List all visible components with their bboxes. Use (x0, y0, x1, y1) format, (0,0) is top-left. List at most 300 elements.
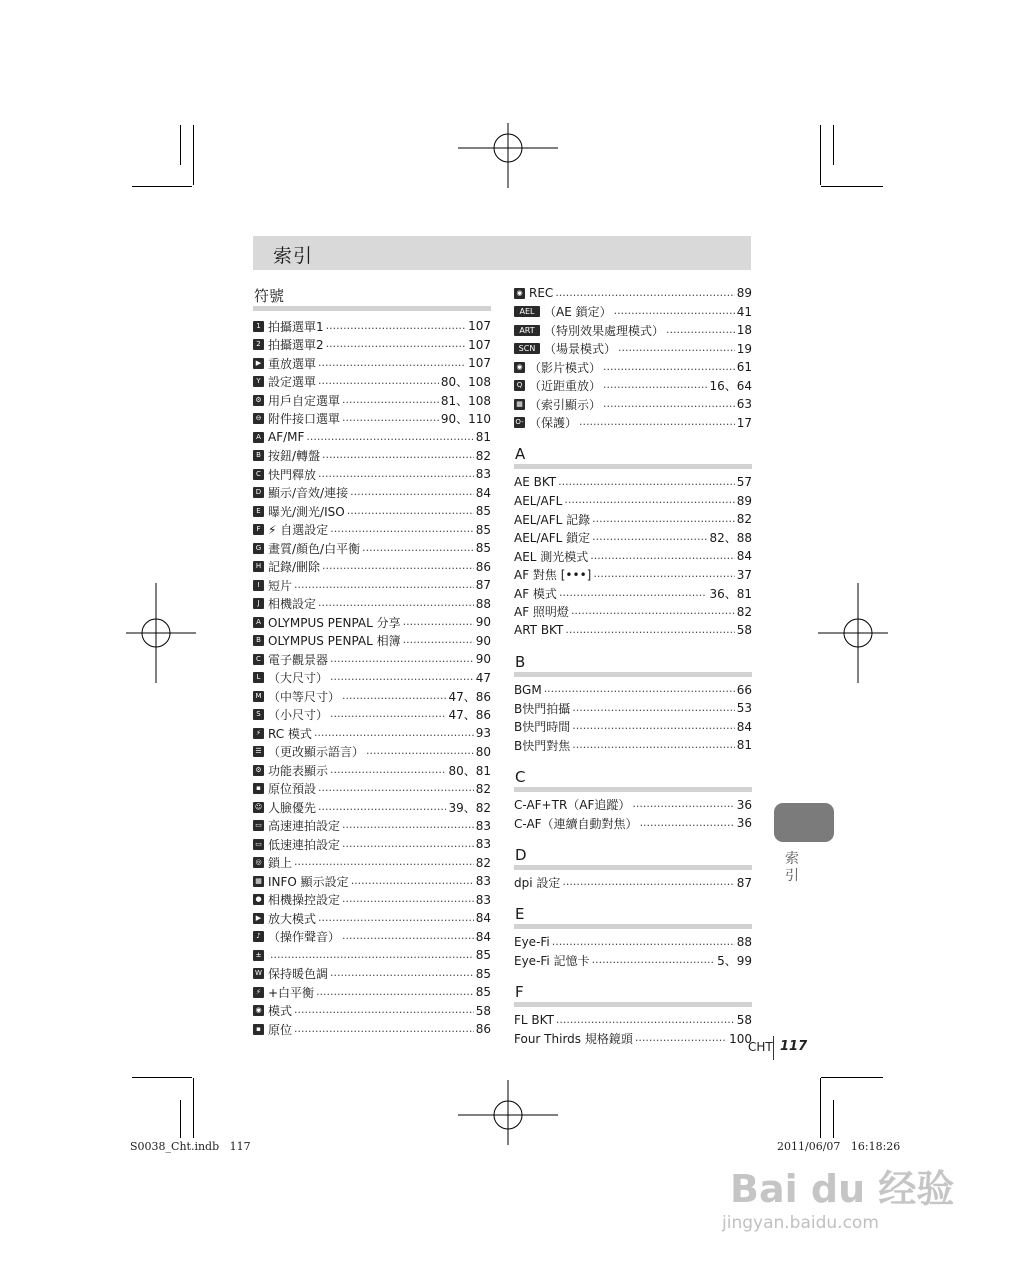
section-title: A (515, 445, 526, 463)
entry-label: dpi 設定 (514, 876, 561, 891)
entry-label: 設定選單 (268, 375, 317, 390)
entry-page: 57 (736, 475, 752, 490)
entry-page: 19 (736, 341, 752, 356)
registration-mark-bottom (458, 1065, 558, 1165)
movie-mode-icon: ◉ (514, 362, 525, 373)
dot-leader (270, 948, 474, 961)
entry-page: 82、88 (709, 531, 752, 546)
dot-leader (632, 797, 734, 810)
dot-leader (316, 985, 474, 998)
entry-label: 重放選單 (268, 356, 317, 371)
dot-leader (565, 623, 734, 636)
index-entry (253, 817, 491, 836)
index-entry (514, 603, 752, 622)
entry-page: 61 (736, 360, 752, 375)
setup-menu-icon: Y (253, 376, 264, 387)
entry-page: 17 (736, 415, 752, 430)
index-entry (514, 1011, 752, 1030)
dot-leader (555, 286, 734, 299)
dot-leader (318, 467, 474, 480)
section-header (514, 650, 752, 677)
function-display-icon: ⚙ (253, 765, 264, 776)
dot-leader (350, 485, 474, 498)
index-entry (253, 706, 491, 725)
dot-leader (579, 415, 735, 428)
crop-mark (180, 125, 181, 165)
entry-page: 85 (475, 985, 491, 1000)
entry-label: 記錄/刪除 (268, 560, 321, 575)
crop-mark (833, 1100, 834, 1138)
dot-leader (322, 448, 474, 461)
entry-label: AEL/AFL 記錄 (514, 512, 591, 527)
dot-leader (572, 719, 734, 732)
entry-page: 90 (475, 633, 491, 648)
index-entry (514, 547, 752, 566)
index-column-left (253, 284, 491, 1039)
entry-page: 58 (475, 1003, 491, 1018)
dot-leader (330, 522, 473, 535)
entry-label: AEL/AFL 鎖定 (514, 531, 591, 546)
index-entry (253, 891, 491, 910)
entry-page: 82 (475, 781, 491, 796)
entry-label: 模式 (268, 1004, 293, 1019)
index-entry (253, 539, 491, 558)
index-entry (253, 576, 491, 595)
entry-label: 鎖上 (268, 856, 293, 871)
entry-label: 附件接口選單 (268, 412, 341, 427)
dot-leader (640, 816, 735, 829)
entry-label: （特別效果處理模式） (544, 323, 665, 338)
watermark-url: jingyan.baidu.com (722, 1213, 879, 1233)
scn-icon: SCN (514, 343, 540, 354)
ael-icon: AEL (514, 306, 540, 317)
index-entry (514, 284, 752, 303)
index-entry (514, 699, 752, 718)
entry-page: 107 (468, 319, 491, 334)
dot-leader (666, 323, 735, 336)
entry-label: （小尺寸） (268, 708, 329, 723)
entry-label: OLYMPUS PENPAL 相簿 (268, 634, 401, 649)
dot-leader (618, 341, 735, 354)
entry-page: 85 (475, 948, 491, 963)
print-slug-left: S0038_Cht.indb 117 (130, 1140, 251, 1153)
index-entry (253, 1020, 491, 1039)
index-entry (514, 681, 752, 700)
section-title: 符號 (254, 287, 285, 305)
custom-c-icon: C (253, 469, 264, 480)
entry-page: 86 (475, 1022, 491, 1037)
af-target-icon: ▪ (253, 783, 264, 794)
dot-leader (603, 378, 707, 391)
index-entry (514, 952, 752, 971)
magnify-mode-icon: ▶ (253, 913, 264, 924)
entry-label: AE BKT (514, 475, 557, 490)
index-entry (253, 484, 491, 503)
entry-label: 功能表顯示 (268, 763, 329, 778)
index-entry (253, 521, 491, 540)
index-entry (253, 909, 491, 928)
dot-leader (592, 953, 716, 966)
dot-leader (614, 304, 735, 317)
side-tab-label: 索引 (785, 851, 799, 884)
accessory-b-icon: B (253, 635, 264, 646)
index-entry (253, 632, 491, 651)
entry-label: B快門拍攝 (514, 701, 571, 716)
entry-label: AF/MF (268, 430, 305, 445)
entry-label: 畫質/顏色/白平衡 (268, 541, 361, 556)
section-title: C (515, 767, 526, 786)
entry-label: 保持暖色調 (268, 967, 329, 982)
entry-page: 82 (736, 512, 752, 527)
section-header (514, 902, 752, 929)
index-entry (253, 354, 491, 373)
entry-page: 84 (736, 719, 752, 734)
entry-page: 93 (475, 726, 491, 741)
dot-leader (571, 604, 735, 617)
playback-menu-icon: ▶ (253, 358, 264, 369)
entry-page: 36、81 (709, 586, 752, 601)
index-entry (514, 492, 752, 511)
crop-mark (821, 186, 883, 187)
art-icon: ART (514, 325, 540, 336)
section-header (514, 980, 752, 1007)
crop-mark (132, 1077, 192, 1078)
entry-page: 83 (475, 892, 491, 907)
index-entry (253, 447, 491, 466)
entry-page: 82 (475, 855, 491, 870)
rec-icon: ◉ (514, 288, 525, 299)
entry-label: 曝光/測光/ISO (268, 504, 345, 519)
crop-mark (180, 1100, 181, 1138)
entry-page: 80、108 (440, 375, 491, 390)
entry-label: 用戶自定選單 (268, 393, 341, 408)
index-icon: ▦ (514, 399, 525, 410)
dot-leader (347, 504, 474, 517)
entry-label: 人臉優先 (268, 800, 317, 815)
protect-icon: O- (515, 418, 524, 427)
page-title: 索引 (273, 245, 314, 267)
dot-leader (330, 670, 474, 683)
crop-mark (820, 1078, 821, 1138)
dot-leader (603, 397, 735, 410)
dot-leader (342, 892, 474, 905)
entry-page: 83 (475, 874, 491, 889)
dot-leader (351, 874, 474, 887)
index-entry (253, 1002, 491, 1021)
index-entry (253, 724, 491, 743)
crop-mark (193, 1078, 194, 1138)
dot-leader (403, 633, 474, 646)
dot-leader (635, 1031, 727, 1044)
registration-mark-right (808, 583, 908, 683)
entry-page: 63 (736, 397, 752, 412)
dot-leader (342, 411, 439, 424)
entry-page: 100 (729, 1031, 752, 1046)
entry-page: 39、82 (448, 800, 491, 815)
index-entry (253, 613, 491, 632)
entry-page: 90 (475, 615, 491, 630)
index-entry (253, 965, 491, 984)
entry-page: 84 (475, 485, 491, 500)
index-entry (253, 835, 491, 854)
entry-label: 高速連拍設定 (268, 819, 341, 834)
entry-page: 16、64 (709, 379, 752, 394)
face-priority-icon: ☺ (254, 802, 263, 811)
dot-leader (342, 837, 474, 850)
dot-leader (558, 475, 735, 488)
entry-page: 58 (736, 1013, 752, 1028)
dot-leader (562, 875, 734, 888)
custom-b-icon: B (253, 450, 264, 461)
custom-a-icon: A (253, 432, 264, 443)
entry-label: C-AF（連續自動對焦） (514, 816, 638, 831)
dot-leader (592, 512, 735, 525)
entry-page: 47、86 (448, 708, 491, 723)
dot-leader (314, 726, 474, 739)
custom-j-icon: J (253, 598, 264, 609)
entry-label: 電子觀景器 (268, 652, 329, 667)
index-entry (253, 336, 491, 355)
entry-page: 89 (736, 286, 752, 301)
entry-page: 82 (475, 448, 491, 463)
watermark-logo: Bai du 经验 (730, 1167, 955, 1211)
registration-mark-left (106, 583, 206, 683)
dot-leader (330, 966, 474, 979)
entry-label: +白平衡 (268, 985, 315, 1000)
page-number: 117 (780, 1039, 808, 1054)
custom-e-icon: E (253, 506, 264, 517)
index-entry (253, 761, 491, 780)
dot-leader (544, 682, 735, 695)
entry-page: 89 (736, 493, 752, 508)
entry-page: 85 (475, 504, 491, 519)
crop-mark (820, 125, 821, 185)
language-icon: ☰ (253, 746, 264, 757)
index-entry (514, 814, 752, 833)
dot-leader (556, 1013, 735, 1026)
dot-leader (318, 596, 474, 609)
entry-page: 107 (468, 356, 491, 371)
custom-h-icon: H (253, 561, 264, 572)
index-entry (253, 872, 491, 891)
dot-leader (294, 855, 474, 868)
index-entry (253, 780, 491, 799)
section-header (514, 843, 752, 870)
entry-page: 81 (736, 738, 752, 753)
entry-label: 原位 (268, 1022, 293, 1037)
entry-label: FL BKT (514, 1013, 554, 1028)
index-entry (514, 566, 752, 585)
entry-label: （大尺寸） (268, 671, 329, 686)
entry-label: 相機設定 (268, 597, 317, 612)
dot-leader (362, 541, 474, 554)
index-entry (514, 1030, 752, 1049)
size-medium-icon: M (253, 691, 264, 702)
index-entry (253, 983, 491, 1002)
exposure-comp-icon: ± (253, 950, 264, 961)
section-title: B (515, 652, 526, 671)
index-entry (253, 650, 491, 669)
entry-page: 86 (475, 559, 491, 574)
entry-label: 短片 (268, 578, 293, 593)
sequential-high-icon: ▭ (253, 820, 264, 831)
dot-leader (326, 319, 466, 332)
registration-mark-top (458, 98, 558, 198)
crop-mark (193, 125, 194, 185)
index-entry (514, 510, 752, 529)
print-slug-right: 2011/06/07 16:18:26 (777, 1140, 901, 1153)
entry-page: 85 (475, 966, 491, 981)
entry-label: RC 模式 (268, 726, 312, 741)
entry-label: AF 照明燈 (514, 605, 569, 620)
entry-page: 87 (475, 578, 491, 593)
dot-leader (552, 935, 735, 948)
entry-label: BGM (514, 682, 542, 697)
dot-leader (318, 800, 446, 813)
index-entry (253, 854, 491, 873)
entry-page: 85 (475, 522, 491, 537)
index-entry (253, 502, 491, 521)
entry-page: 66 (736, 682, 752, 697)
dot-leader (559, 586, 708, 599)
entry-label: ⚡ 自選設定 (268, 523, 329, 538)
entry-label: （操作聲音） (268, 930, 341, 945)
accessory-a-icon: A (253, 617, 264, 628)
section-title: D (515, 845, 527, 864)
flash-icon: ⚡ (253, 728, 264, 739)
dot-leader (318, 781, 474, 794)
entry-label: 低速連拍設定 (268, 837, 341, 852)
dot-leader (403, 615, 474, 628)
dot-leader (593, 567, 734, 580)
dot-leader (342, 689, 446, 702)
entry-label: REC (529, 286, 554, 301)
entry-page: 81、108 (440, 393, 491, 408)
index-entry (253, 465, 491, 484)
entry-page: 88 (475, 596, 491, 611)
entry-label: 相機操控設定 (268, 893, 341, 908)
crop-mark (132, 186, 192, 187)
index-entry (253, 410, 491, 429)
entry-page: 47 (475, 670, 491, 685)
entry-page: 37 (736, 567, 752, 582)
lock-icon: ◎ (253, 857, 264, 868)
entry-label: （更改顯示語言） (268, 745, 365, 760)
flash-wb-icon: ⚡ (253, 987, 264, 998)
index-entry (514, 529, 752, 548)
entry-page: 90、110 (440, 412, 491, 427)
entry-label: （場景模式） (544, 342, 617, 357)
index-entry (514, 414, 752, 433)
entry-label: AF 模式 (514, 586, 557, 601)
dot-leader (572, 701, 734, 714)
dot-leader (330, 652, 474, 665)
index-entry (514, 321, 752, 340)
info-display-icon: ▦ (253, 876, 264, 887)
dot-leader (318, 911, 474, 924)
index-entry (253, 687, 491, 706)
dot-leader (590, 549, 734, 562)
entry-page: 83 (475, 837, 491, 852)
index-entry (253, 558, 491, 577)
entry-label: Eye-Fi 記憶卡 (514, 954, 590, 969)
wb-auto-icon: W (253, 968, 264, 979)
dot-leader (342, 929, 474, 942)
size-large-icon: L (253, 672, 264, 683)
dot-leader (564, 493, 734, 506)
accessory-c-icon: C (253, 654, 264, 665)
section-header-symbols (253, 284, 491, 311)
entry-page: 84 (736, 549, 752, 564)
index-entry (514, 874, 752, 893)
index-entry (253, 317, 491, 336)
entry-page: 53 (736, 701, 752, 716)
custom-i-icon: I (253, 580, 264, 591)
entry-label: Eye-Fi (514, 935, 550, 950)
index-entry (514, 303, 752, 322)
index-entry (514, 796, 752, 815)
index-entry (514, 718, 752, 737)
dot-leader (572, 738, 734, 751)
section-header (514, 765, 752, 792)
entry-page: 18 (736, 323, 752, 338)
dot-leader (342, 818, 474, 831)
entry-page: 82 (736, 604, 752, 619)
shoot-menu-2-icon: 2 (253, 339, 264, 350)
entry-label: B快門對焦 (514, 738, 571, 753)
index-entry (514, 584, 752, 603)
entry-label: 放大模式 (268, 911, 317, 926)
index-entry (253, 595, 491, 614)
section-title: F (515, 983, 524, 1001)
footer-divider (773, 1036, 774, 1060)
entry-label: AEL/AFL (514, 493, 563, 508)
entry-page: 84 (475, 911, 491, 926)
entry-page: 36 (736, 797, 752, 812)
entry-label: （索引顯示） (529, 397, 602, 412)
index-entry (253, 798, 491, 817)
index-entry (514, 736, 752, 755)
page-title-bar (253, 236, 751, 270)
crop-mark (821, 1077, 883, 1078)
dot-leader (322, 559, 474, 572)
entry-label: C-AF+TR（AF追蹤） (514, 798, 631, 813)
index-column-right (514, 284, 752, 1048)
dot-leader (342, 393, 439, 406)
entry-page: 87 (736, 875, 752, 890)
entry-page: 84 (475, 929, 491, 944)
custom-menu-icon: ⚙ (253, 395, 264, 406)
entry-page: 85 (475, 541, 491, 556)
dot-leader (318, 374, 439, 387)
camera-control-icon: ● (253, 894, 264, 905)
entry-label: 顯示/音效/連接 (268, 486, 349, 501)
dot-leader (330, 707, 446, 720)
custom-d-icon: D (253, 487, 264, 498)
entry-page: 83 (475, 818, 491, 833)
entry-label: AF 對焦 [•••] (514, 568, 592, 583)
af-home-icon: ▪ (253, 1024, 264, 1035)
entry-label: （AE 鎖定） (544, 305, 612, 320)
index-side-tab (774, 803, 834, 842)
index-entry (253, 743, 491, 762)
index-entry (514, 933, 752, 952)
index-entry (514, 621, 752, 640)
entry-label: 原位預設 (268, 782, 317, 797)
entry-page: 107 (468, 337, 491, 352)
entry-page: 80、81 (448, 763, 491, 778)
entry-page: 47、86 (448, 689, 491, 704)
